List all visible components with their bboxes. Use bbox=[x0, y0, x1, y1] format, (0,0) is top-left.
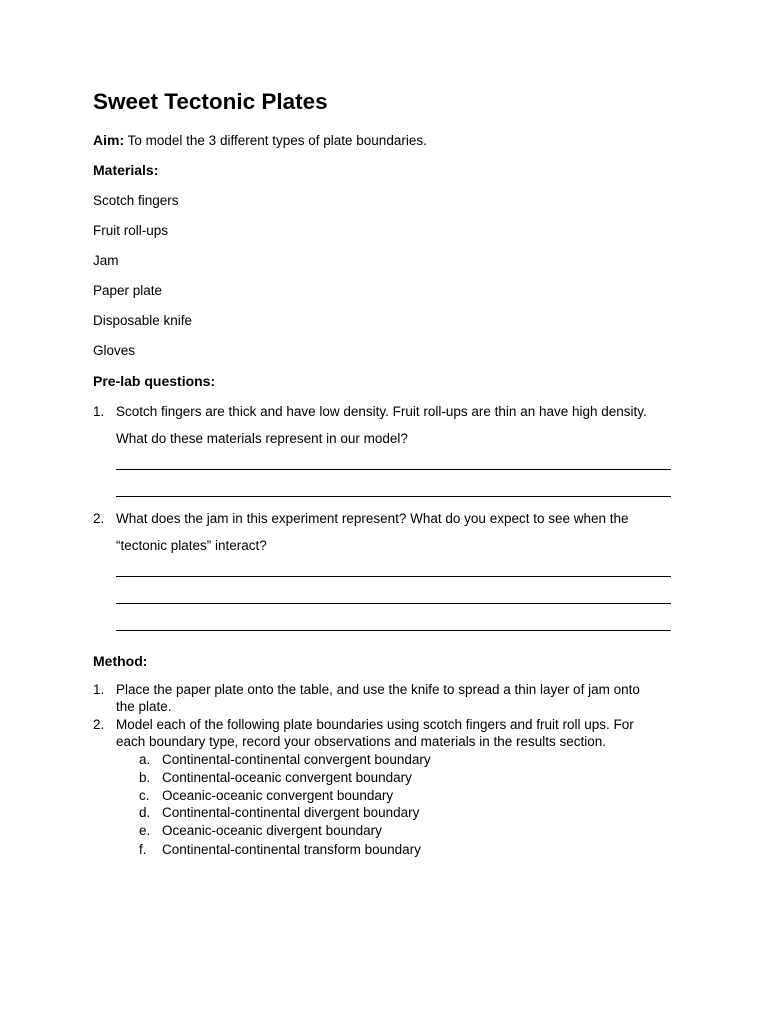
question-text: Scotch fingers are thick and have low density. Fruit roll-ups are thin an have high density. bbox=[116, 404, 647, 419]
substep-letter: a. bbox=[139, 752, 151, 767]
aim-label: Aim: bbox=[93, 132, 125, 148]
answer-line[interactable] bbox=[116, 603, 671, 604]
substep-text: Continental-oceanic convergent boundary bbox=[162, 770, 412, 785]
aim-paragraph bbox=[93, 131, 427, 150]
substep-text: Oceanic-oceanic divergent boundary bbox=[162, 823, 382, 838]
question-number: 1. bbox=[93, 404, 105, 419]
step-text: the plate. bbox=[116, 699, 172, 714]
method-heading: Method: bbox=[93, 653, 148, 669]
material-item: Disposable knife bbox=[93, 313, 193, 328]
substep-letter: d. bbox=[139, 805, 151, 820]
prelab-heading: Pre-lab questions: bbox=[93, 373, 216, 389]
substep-text: Continental-continental transform boundary bbox=[162, 842, 421, 857]
step-number: 2. bbox=[93, 717, 105, 732]
materials-heading: Materials: bbox=[93, 162, 159, 178]
answer-line[interactable] bbox=[116, 496, 671, 497]
answer-line[interactable] bbox=[116, 630, 671, 631]
material-item: Gloves bbox=[93, 343, 136, 358]
material-item: Scotch fingers bbox=[93, 193, 179, 208]
substep-text: Continental-continental convergent boundary bbox=[162, 752, 431, 767]
substep-letter: c. bbox=[139, 788, 150, 803]
substep-letter: f. bbox=[139, 842, 147, 857]
question-text: “tectonic plates” interact? bbox=[116, 538, 267, 553]
answer-line[interactable] bbox=[116, 469, 671, 470]
substep-letter: b. bbox=[139, 770, 151, 785]
question-number: 2. bbox=[93, 511, 105, 526]
substep-letter: e. bbox=[139, 823, 151, 838]
question-text: What does the jam in this experiment represent? What do you expect to see when the bbox=[116, 511, 629, 526]
aim-text: To model the 3 different types of plate boundaries. bbox=[127, 133, 427, 148]
material-item: Paper plate bbox=[93, 283, 163, 298]
step-number: 1. bbox=[93, 682, 105, 697]
material-item: Fruit roll-ups bbox=[93, 223, 169, 238]
page-title: Sweet Tectonic Plates bbox=[93, 89, 328, 114]
step-text: Model each of the following plate boundaries using scotch fingers and fruit roll ups. For bbox=[116, 717, 634, 732]
answer-line[interactable] bbox=[116, 576, 671, 577]
substep-text: Continental-continental divergent boundary bbox=[162, 805, 420, 820]
material-item: Jam bbox=[93, 253, 119, 268]
substep-text: Oceanic-oceanic convergent boundary bbox=[162, 788, 394, 803]
step-text: Place the paper plate onto the table, and use the knife to spread a thin layer of jam onto bbox=[116, 682, 640, 697]
step-text: each boundary type, record your observations and materials in the results section. bbox=[116, 734, 607, 749]
question-text: What do these materials represent in our model? bbox=[116, 431, 408, 446]
